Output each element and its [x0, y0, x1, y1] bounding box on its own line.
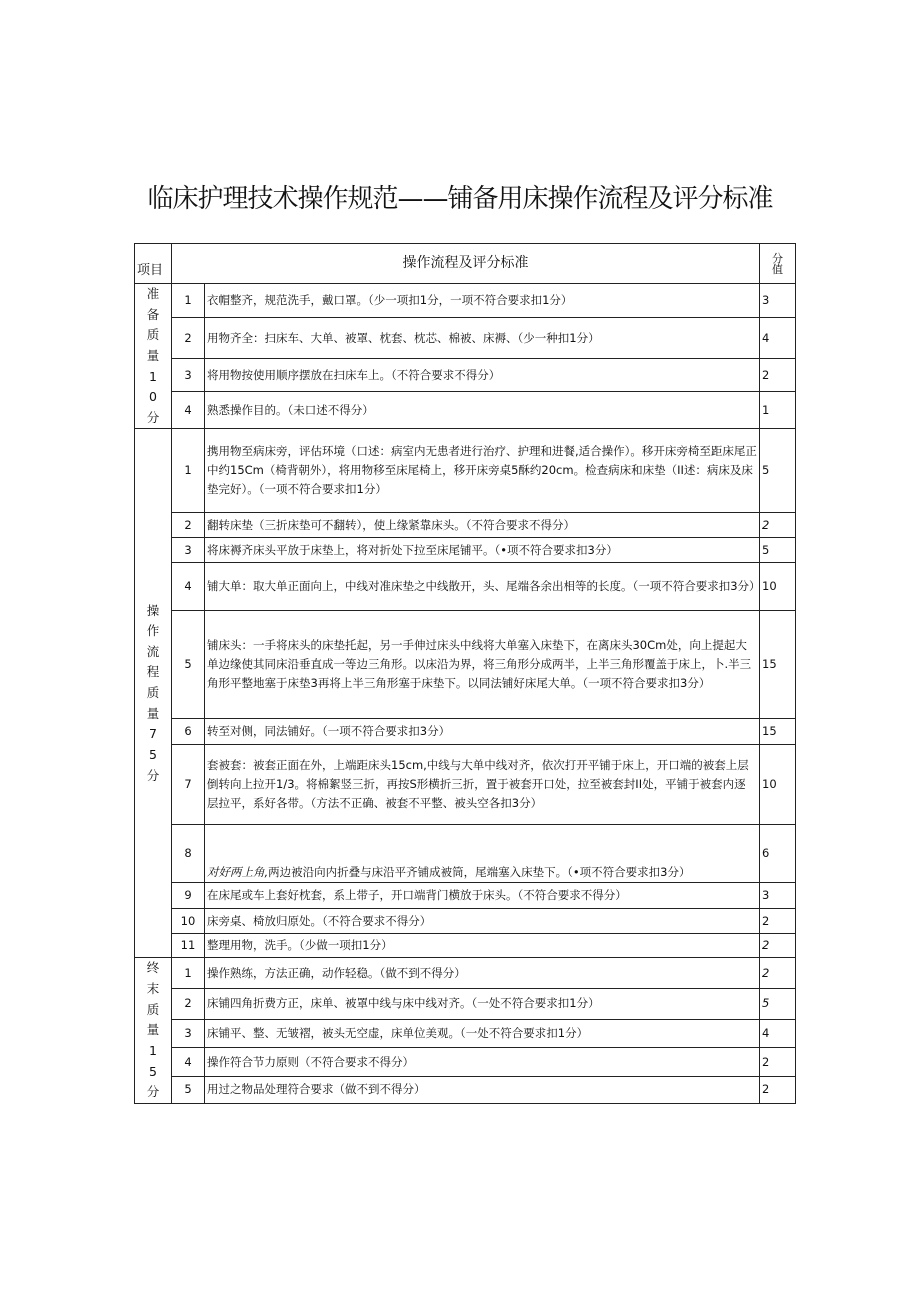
row-text: 用物齐全：扫床车、大单、被罩、枕套、枕芯、棉被、床褥、（少一种扣1分）	[205, 318, 760, 359]
row-score: 3	[760, 284, 796, 318]
row-text: 将用物按使用顺序摆放在扫床车上。（不符合要求不得分）	[205, 359, 760, 392]
section-label: 操作流程质量75分	[135, 429, 172, 958]
row-number: 7	[172, 745, 205, 825]
row-score: 5	[760, 429, 796, 513]
table-row	[135, 429, 796, 513]
row-text: 携用物至病床旁，评估环境（口述：病室内无患者进行治疗、护理和进餐,适合操作）。移开床旁椅至距床尾正中约15Cm（椅背朝外），将用物移至床尾椅上，移开床旁桌5酥约20cm。检查病床和床垫（II述：病床及床垫完好）。（一项不符合要求扣1分）	[205, 429, 760, 513]
row-number: 5	[172, 1076, 205, 1103]
scoring-table	[134, 243, 796, 1104]
table-row	[135, 909, 796, 934]
header-item: 项目	[135, 244, 172, 284]
row-text: 整理用物，洗手。（少做一项扣1分）	[205, 934, 760, 958]
row-number: 3	[172, 359, 205, 392]
table-row	[135, 1048, 796, 1076]
row-score: 2	[760, 909, 796, 934]
row-number: 8	[172, 825, 205, 883]
row-score: 6	[760, 825, 796, 883]
row-number: 1	[172, 284, 205, 318]
row-number: 1	[172, 429, 205, 513]
row-score: 2	[760, 1048, 796, 1076]
table-row	[135, 513, 796, 538]
row-score: 4	[760, 1020, 796, 1048]
table-row	[135, 359, 796, 392]
row-number: 11	[172, 934, 205, 958]
row-number: 2	[172, 318, 205, 359]
row-text: 将床褥齐床头平放于床垫上，将对折处下拉至床尾铺平。（•项不符合要求扣3分）	[205, 538, 760, 563]
row-number: 10	[172, 909, 205, 934]
row-score: 2	[760, 513, 796, 538]
row-text: 床铺四角折费方正，床单、被罩中线与床中线对齐。（一处不符合要求扣1分）	[205, 988, 760, 1019]
table-row	[135, 988, 796, 1019]
row-number: 4	[172, 392, 205, 429]
table-row	[135, 745, 796, 825]
row-text: 铺床头：一手将床头的床垫托起，另一手伸过床头中线将大单塞入床垫下，在离床头30Cm处，向上提起大单边缘使其同床沿垂直成一等边三角形。以床沿为界，将三角形分成两半，上半三角形覆盖于床上，卜.半三角形平整地塞于床垫3再将上半三角形塞于床垫下。以同法铺好床尾大单。（一项不符合要求扣3分）	[205, 611, 760, 719]
table-row	[135, 825, 796, 883]
header-score: 分值	[760, 244, 796, 284]
row-number: 6	[172, 719, 205, 745]
row-number: 1	[172, 958, 205, 988]
page-title: 临床护理技术操作规范——铺备用床操作流程及评分标准	[147, 184, 773, 214]
row-number: 3	[172, 538, 205, 563]
row-text: 熟悉操作目的。（未口述不得分）	[205, 392, 760, 429]
row-score: 1	[760, 392, 796, 429]
table-row	[135, 719, 796, 745]
row-score: 15	[760, 719, 796, 745]
section-label: 终末质量15分	[135, 958, 172, 1103]
row-text: 衣帽整齐，规范洗手，戴口罩。（少一项扣1分，一项不符合要求扣1分）	[205, 284, 760, 318]
row-number: 9	[172, 883, 205, 909]
row-score: 10	[760, 563, 796, 611]
row-score: 2	[760, 1076, 796, 1103]
row-text: 套被套：被套正面在外，上端距床头15cm,中线与大单中线对齐，依次打开平铺于床上，开口端的被套上层倒转向上拉开1/3。将棉絮竖三折，再按S形横折三折，置于被套开口处，拉至被套封II处，平铺于被套内逐层拉平，系好各带。（方法不正确、被套不平整、被头空各扣3分）	[205, 745, 760, 825]
row-score: 2	[760, 958, 796, 988]
section-label: 准备质量10分	[135, 284, 172, 429]
row-score: 5	[760, 538, 796, 563]
row-score: 15	[760, 611, 796, 719]
row-number: 2	[172, 513, 205, 538]
row-number: 4	[172, 563, 205, 611]
table-row	[135, 611, 796, 719]
table-header-row	[135, 244, 796, 284]
row-text: 翻转床垫（三折床垫可不翻转），使上缘紧靠床头。（不符合要求不得分）	[205, 513, 760, 538]
row-text: 床旁桌、椅放归原处。（不符合要求不得分）	[205, 909, 760, 934]
row-score: 5	[760, 988, 796, 1019]
header-main: 操作流程及评分标准	[172, 244, 760, 284]
row-number: 2	[172, 988, 205, 1019]
table-row	[135, 958, 796, 988]
table-row	[135, 538, 796, 563]
table-row	[135, 392, 796, 429]
table-row	[135, 883, 796, 909]
row-number: 3	[172, 1020, 205, 1048]
row-text: 床铺平、整、无皱褶，被头无空虚，床单位美观。（一处不符合要求扣1分）	[205, 1020, 760, 1048]
table-row	[135, 563, 796, 611]
row-score: 10	[760, 745, 796, 825]
row-text: 在床尾或车上套好枕套，系上带子，开口端背门横放于床头。（不符合要求不得分）	[205, 883, 760, 909]
table-row	[135, 1076, 796, 1103]
table-row	[135, 284, 796, 318]
table-row	[135, 934, 796, 958]
row-text: 操作符合节力原则（不符合要求不得分）	[205, 1048, 760, 1076]
row-score: 2	[760, 934, 796, 958]
row-score: 2	[760, 359, 796, 392]
row-number: 4	[172, 1048, 205, 1076]
row-number: 5	[172, 611, 205, 719]
row-score: 3	[760, 883, 796, 909]
row-score: 4	[760, 318, 796, 359]
row-text: 用过之物品处理符合要求（做不到不得分）	[205, 1076, 760, 1103]
table-row	[135, 318, 796, 359]
row-text: 操作熟练，方法正确，动作轻稳。（做不到不得分）	[205, 958, 760, 988]
row-text: 转至对侧，同法铺好。（一项不符合要求扣3分）	[205, 719, 760, 745]
table-row	[135, 1020, 796, 1048]
row-text: 对好两上角,两边被沿向内折叠与床沿平齐铺成被筒，尾端塞入床垫下。（•项不符合要求扣3分）	[205, 825, 760, 883]
row-text: 铺大单：取大单正面向上，中线对准床垫之中线散开，头、尾端各余出相等的长度。（一项不符合要求扣3分）	[205, 563, 760, 611]
